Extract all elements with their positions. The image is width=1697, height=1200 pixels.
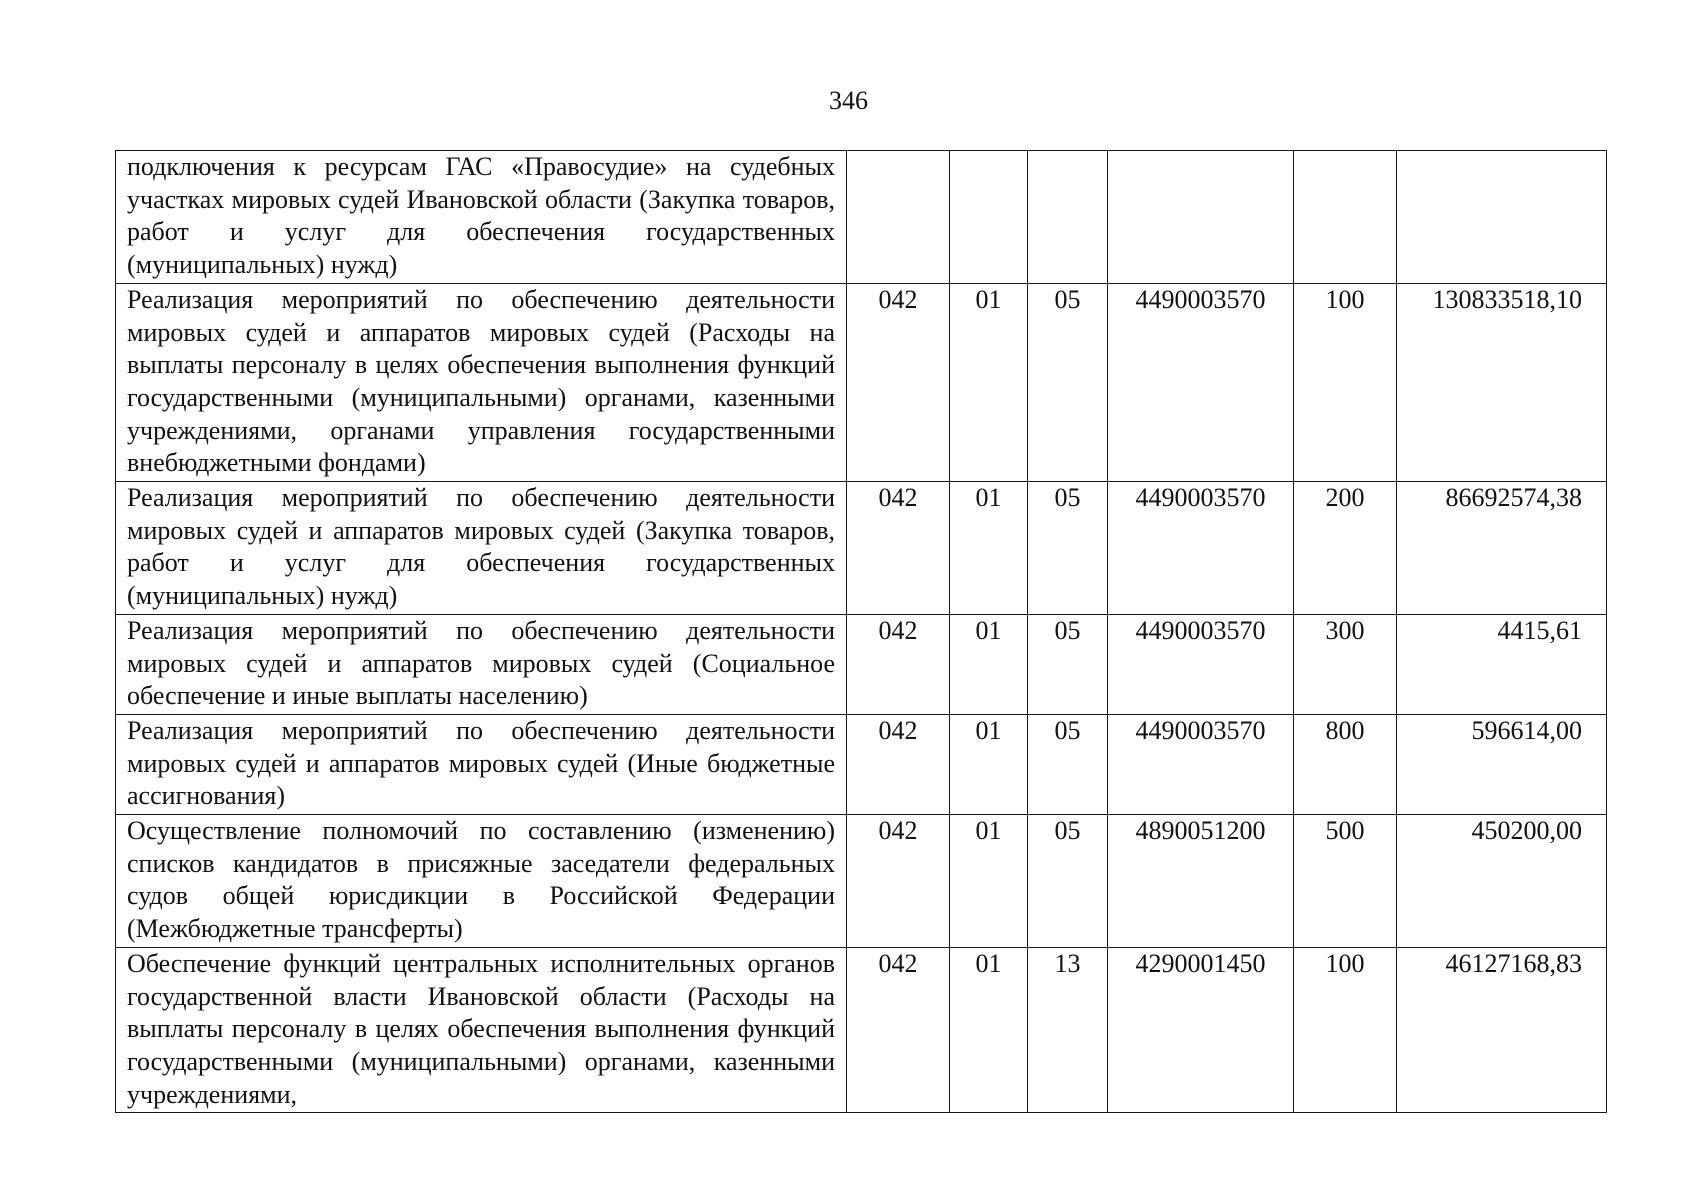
amount: 596614,00 [1397,714,1607,814]
amount: 450200,00 [1397,815,1607,948]
amount: 130833518,10 [1397,283,1607,481]
ministry-code: 042 [847,283,950,481]
subsection-code: 05 [1028,714,1108,814]
subsection-code: 13 [1028,947,1108,1113]
table-row [116,151,1607,284]
row-description: подключения к ресурсам ГАС «Правосудие» на судебных участках мировых судей Ивановской области (Закупка товаров, работ и услуг для обеспечения государственных (муниципальных) нужд) [116,151,847,284]
subsection-code: 05 [1028,815,1108,948]
expense-type-code: 100 [1294,947,1397,1113]
ministry-code: 042 [847,947,950,1113]
section-code [950,151,1028,284]
table-row [116,714,1607,814]
ministry-code: 042 [847,714,950,814]
target-article-code: 4490003570 [1108,482,1294,615]
ministry-code: 042 [847,815,950,948]
expense-type-code: 100 [1294,283,1397,481]
target-article-code: 4490003570 [1108,283,1294,481]
budget-table [115,150,1607,1113]
table-row [116,482,1607,615]
expense-type-code: 300 [1294,614,1397,714]
expense-type-code: 500 [1294,815,1397,948]
row-description: Осуществление полномочий по составлению (изменению) списков кандидатов в присяжные заседатели федеральных судов общей юрисдикции в Российской Федерации (Межбюджетные трансферты) [116,815,847,948]
amount: 46127168,83 [1397,947,1607,1113]
amount: 86692574,38 [1397,482,1607,615]
row-description: Реализация мероприятий по обеспечению деятельности мировых судей и аппаратов мировых судей (Социальное обеспечение и иные выплаты населению) [116,614,847,714]
expense-type-code: 200 [1294,482,1397,615]
expense-type-code [1294,151,1397,284]
expense-type-code: 800 [1294,714,1397,814]
subsection-code: 05 [1028,482,1108,615]
target-article-code: 4290001450 [1108,947,1294,1113]
table-row [116,947,1607,1113]
section-code: 01 [950,815,1028,948]
target-article-code: 4490003570 [1108,614,1294,714]
target-article-code [1108,151,1294,284]
ministry-code: 042 [847,614,950,714]
subsection-code: 05 [1028,283,1108,481]
row-description: Реализация мероприятий по обеспечению деятельности мировых судей и аппаратов мировых судей (Расходы на выплаты персоналу в целях обеспечения выполнения функций государственными (муниципальными) органами, казенными учреждениями, органами управления государственными внебюджетными фондами) [116,283,847,481]
section-code: 01 [950,482,1028,615]
amount [1397,151,1607,284]
amount: 4415,61 [1397,614,1607,714]
subsection-code: 05 [1028,614,1108,714]
target-article-code: 4890051200 [1108,815,1294,948]
subsection-code [1028,151,1108,284]
section-code: 01 [950,947,1028,1113]
section-code: 01 [950,614,1028,714]
table-row [116,283,1607,481]
row-description: Реализация мероприятий по обеспечению деятельности мировых судей и аппаратов мировых судей (Иные бюджетные ассигнования) [116,714,847,814]
ministry-code: 042 [847,482,950,615]
page-number: 346 [829,86,868,115]
section-code: 01 [950,283,1028,481]
row-description: Обеспечение функций центральных исполнительных органов государственной власти Ивановской области (Расходы на выплаты персоналу в целях обеспечения выполнения функций государственными (муниципальными) органами, казенными учреждениями, [116,947,847,1113]
section-code: 01 [950,714,1028,814]
table-row [116,815,1607,948]
ministry-code [847,151,950,284]
target-article-code: 4490003570 [1108,714,1294,814]
table-row [116,614,1607,714]
row-description: Реализация мероприятий по обеспечению деятельности мировых судей и аппаратов мировых судей (Закупка товаров, работ и услуг для обеспечения государственных (муниципальных) нужд) [116,482,847,615]
